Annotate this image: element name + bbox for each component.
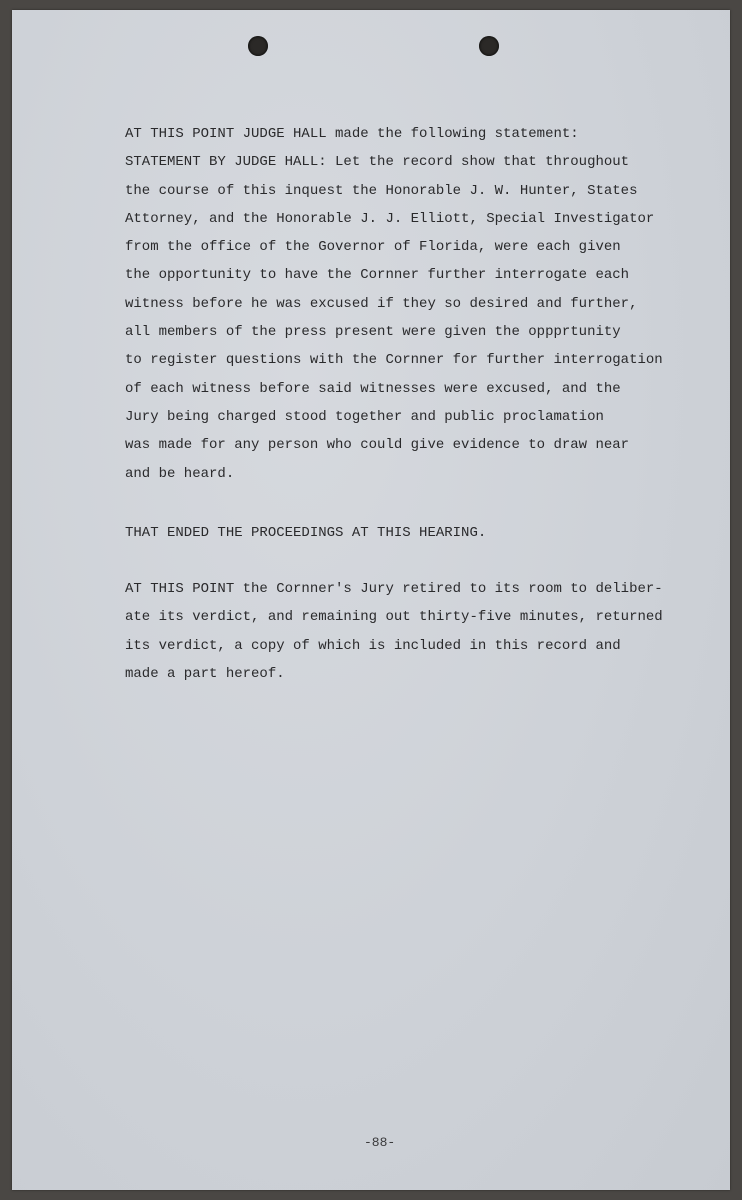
text-line: STATEMENT BY JUDGE HALL: Let the record show that throughout <box>125 154 630 171</box>
statement-paragraph <box>125 120 705 488</box>
text-line: Attorney, and the Honorable J. J. Elliott, Special Investigator <box>125 210 655 227</box>
text-line: AT THIS POINT JUDGE HALL made the following statement: <box>125 126 579 142</box>
text-line: Jury being charged stood together and public proclamation <box>125 408 604 425</box>
punch-hole-left <box>248 36 268 56</box>
proceedings-ended-paragraph <box>125 519 705 547</box>
text-line: from the office of the Governor of Florida, were each given <box>125 239 621 256</box>
text-line: the course of this inquest the Honorable J. W. Hunter, States <box>125 182 638 199</box>
text-line: AT THIS POINT the Cornner's Jury retired to its room to deliber- <box>125 581 663 597</box>
text-line: was made for any person who could give evidence to draw near <box>125 437 630 454</box>
text-line: all members of the press present were given the oppprtunity <box>125 324 621 341</box>
text-line: its verdict, a copy of which is included in this record and <box>125 637 621 654</box>
text-line: made a part hereof. <box>125 665 285 682</box>
text-line: the opportunity to have the Cornner further interrogate each <box>125 267 630 284</box>
punch-hole-right <box>479 36 499 56</box>
text-line: THAT ENDED THE PROCEEDINGS AT THIS HEARING. <box>125 525 487 541</box>
verdict-paragraph <box>125 575 705 688</box>
text-line: witness before he was excused if they so desired and further, <box>125 295 638 312</box>
text-line: and be heard. <box>125 465 235 482</box>
page-number: -88- <box>364 1135 396 1150</box>
text-line: of each witness before said witnesses were excused, and the <box>125 380 621 397</box>
document-page <box>12 10 730 1190</box>
text-line: to register questions with the Cornner for further interrogation <box>125 352 663 369</box>
text-line: ate its verdict, and remaining out thirty-five minutes, returned <box>125 609 663 626</box>
